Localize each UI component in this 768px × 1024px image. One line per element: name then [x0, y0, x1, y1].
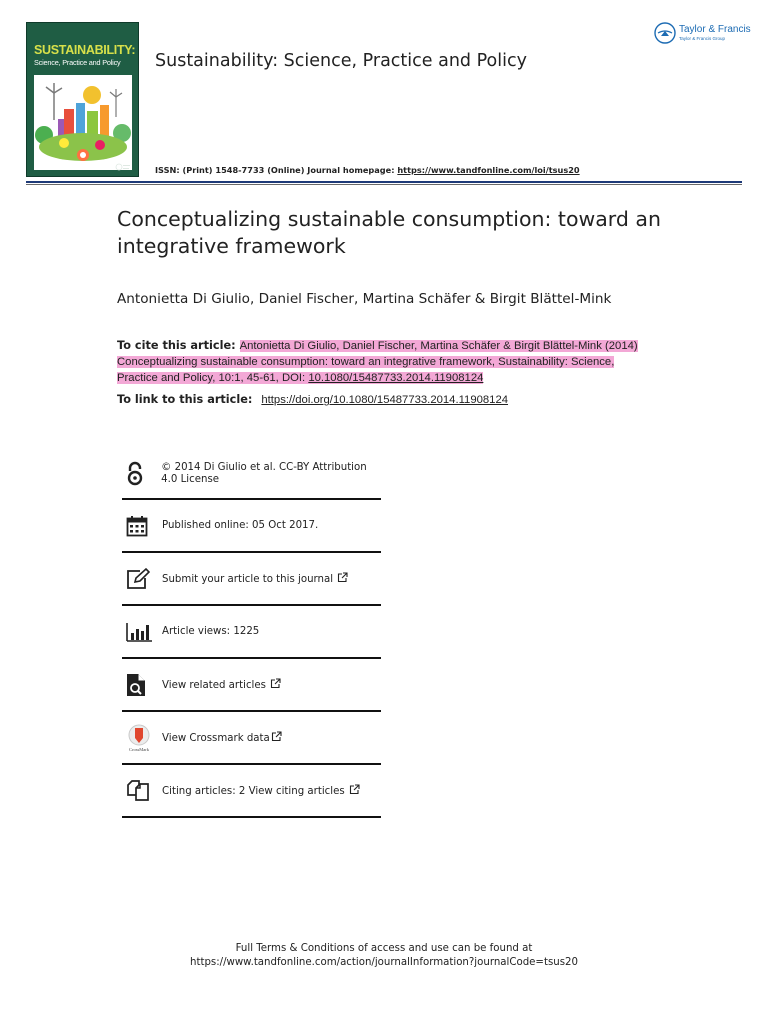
calendar-icon [122, 511, 162, 541]
crossmark-badge-text: CrossMark [129, 746, 149, 752]
citing-articles-icon [122, 776, 162, 806]
header-rule-thin [26, 184, 742, 185]
crossmark-label: View Crossmark data [162, 732, 270, 744]
cover-title: SUSTAINABILITY: [34, 43, 136, 57]
published-row [122, 500, 381, 553]
article-title: Conceptualizing sustainable consumption: toward an integrative framework [117, 207, 661, 258]
citing-text [162, 784, 360, 798]
crossmark-text [162, 731, 282, 745]
citation-label: To cite this article: [117, 339, 240, 352]
crossmark-icon [122, 723, 162, 753]
header-rule [26, 181, 742, 183]
footer [0, 942, 768, 970]
publisher-logo[interactable] [654, 22, 751, 46]
journal-cover [26, 22, 139, 177]
citation-block [117, 338, 657, 386]
citation-doi-link[interactable]: 10.1080/15487733.2014.11908124 [308, 372, 484, 384]
submit-row[interactable] [122, 553, 381, 606]
external-link-icon [337, 572, 348, 583]
issn-label: ISSN: (Print) 1548-7733 (Online) Journal homepage: [155, 165, 398, 175]
publisher-group: Taylor & Francis Group [679, 36, 726, 41]
publisher-name: Taylor & Francis [679, 24, 751, 35]
external-link-icon [271, 731, 282, 742]
journal-name: Sustainability: Science, Practice and Policy [155, 51, 527, 71]
article-link-line [117, 393, 508, 406]
related-text [162, 678, 281, 692]
submit-label: Submit your article to this journal [162, 573, 334, 585]
related-label: View related articles [162, 679, 266, 691]
submit-text [162, 572, 348, 586]
crossmark-row[interactable] [122, 712, 381, 765]
doi-link[interactable]: https://doi.org/10.1080/15487733.2014.11908124 [261, 394, 509, 406]
article-authors: Antonietta Di Giulio, Daniel Fischer, Martina Schäfer & Birgit Blättel-Mink [117, 291, 612, 307]
views-text: Article views: 1225 [162, 625, 260, 637]
link-label: To link to this article: [117, 393, 257, 406]
taylor-francis-logo-icon [654, 22, 676, 44]
bar-chart-icon [122, 617, 162, 647]
journal-homepage-link[interactable]: https://www.tandfonline.com/loi/tsus20 [397, 165, 580, 175]
issn-line [155, 165, 580, 175]
citing-label: Citing articles: 2 View citing articles [162, 785, 345, 797]
related-row[interactable] [122, 659, 381, 712]
license-row[interactable] [122, 450, 381, 500]
published-text: Published online: 05 Oct 2017. [162, 519, 319, 531]
citation-body: Antonietta Di Giulio, Daniel Fischer, Martina Schäfer & Birgit Blättel-Mink (2014) Conceptualizing sustainable consumption: toward an integrative framework, Sustainability: Science, Practice and Policy, 10:1, 45-61, DOI: [117, 340, 638, 384]
related-articles-icon [122, 670, 162, 700]
open-access-icon [122, 459, 161, 489]
article-info-list [122, 450, 381, 818]
cover-illustration [34, 75, 132, 170]
external-link-icon [270, 678, 281, 689]
external-link-icon [349, 784, 360, 795]
views-row [122, 606, 381, 659]
cover-subtitle: Science, Practice and Policy [34, 58, 121, 67]
footer-terms-link[interactable]: https://www.tandfonline.com/action/journalInformation?journalCode=tsus20 [190, 957, 578, 968]
cover-publisher-mark-icon [115, 162, 131, 172]
footer-terms: Full Terms & Conditions of access and use can be found at [235, 943, 533, 954]
license-text: © 2014 Di Giulio et al. CC-BY Attribution 4.0 License [161, 462, 367, 485]
edit-icon [122, 564, 162, 594]
citing-row[interactable] [122, 765, 381, 818]
